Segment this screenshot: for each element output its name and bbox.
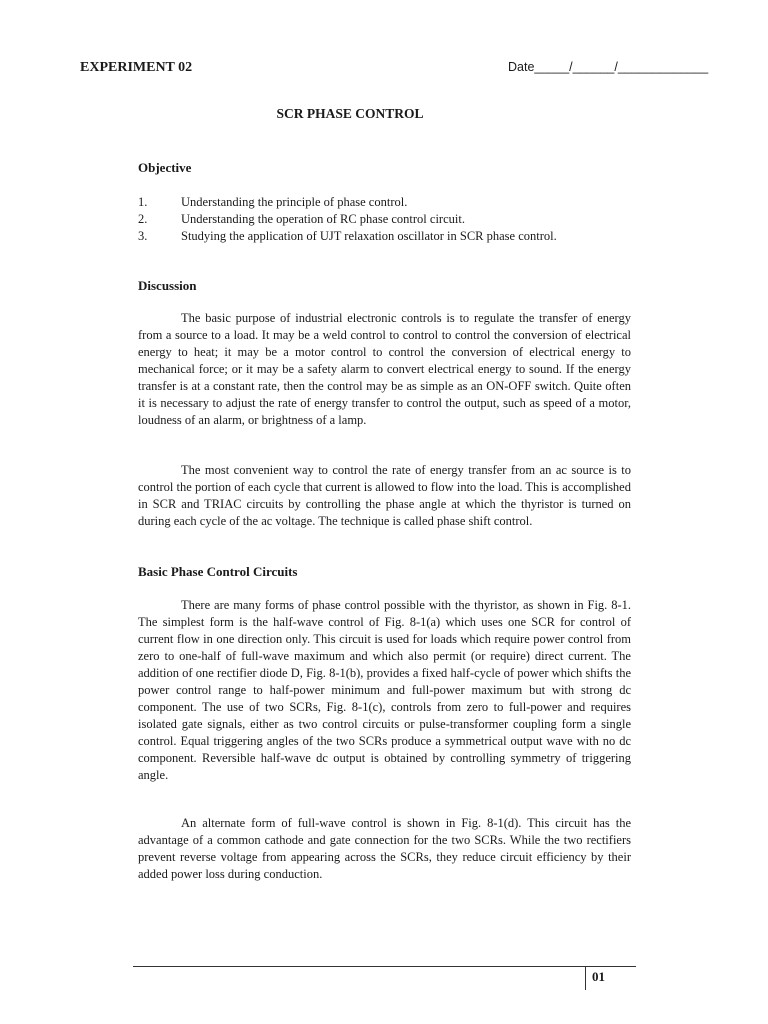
objective-text: Studying the application of UJT relaxation oscillator in SCR phase control. xyxy=(181,229,557,243)
basic-circuits-heading: Basic Phase Control Circuits xyxy=(138,564,298,579)
objective-text: Understanding the principle of phase control. xyxy=(181,195,408,209)
document-title: SCR PHASE CONTROL xyxy=(276,106,424,121)
discussion-paragraph: The basic purpose of industrial electronic controls is to regulate the transfer of energy from a source to a load. It may be a weld control to control to control the conversion of electrical energy to heat; it may be a motor control to control the conversion of electrical energy to mechanical force; or it may be a safety alarm to convert electrical energy to sound. If the energy transfer is at a constant rate, then the control may be as simple as an ON-OFF switch. Quite often it is necessary to adjust the rate of energy transfer to control the output, such as speed of a motor, loudness of an alarm, or brightness of a lamp. xyxy=(138,311,631,427)
basic-circuits-paragraph: There are many forms of phase control possible with the thyristor, as shown in Fig. 8-1. The simplest form is the half-wave control of Fig. 8-1(a) which uses one SCR for control of current flow in one direction only. This circuit is used for loads which require power control from zero to one-half of full-wave maximum and which also permit (or require) direct current. The addition of one rectifier diode D, Fig. 8-1(b), provides a fixed half-cycle of power which shifts the power control range to half-power minimum and full-power maximum but with strong dc component. The use of two SCRs, Fig. 8-1(c), controls from zero to full-power and requires isolated gate signals, either as two control circuits or pulse-transformer coupling form a single control. Equal triggering angles of the two SCRs produce a symmetrical output wave with no dc component. Reversible half-wave dc output is obtained by controlling symmetry of triggering angle. xyxy=(138,598,631,782)
objective-item xyxy=(138,211,638,228)
footer-rule xyxy=(133,966,636,967)
objective-number: 2. xyxy=(138,212,148,226)
objective-list xyxy=(138,194,638,245)
discussion-heading: Discussion xyxy=(138,278,197,293)
footer-divider xyxy=(585,966,586,990)
discussion-paragraph: The most convenient way to control the rate of energy transfer from an ac source is to control the portion of each cycle that current is allowed to flow into the load. This is accomplished in SCR and TRIAC circuits by controlling the phase angle at which the thyristor is turned on during each cycle of the ac voltage. The technique is called phase shift control. xyxy=(138,463,631,528)
experiment-number: EXPERIMENT 02 xyxy=(80,60,193,75)
objective-number: 1. xyxy=(138,195,148,209)
page-number: 01 xyxy=(592,969,605,984)
basic-circuits-paragraph: An alternate form of full-wave control is shown in Fig. 8-1(d). This circuit has the advantage of a common cathode and gate connection for the two SCRs. While the two rectifiers prevent reverse voltage from appearing across the SCRs, they reduce circuit efficiency by their added power loss during conduction. xyxy=(138,816,631,881)
objective-heading: Objective xyxy=(138,160,192,175)
date-field: Date_____/______/_____________ xyxy=(508,60,709,74)
objective-number: 3. xyxy=(138,229,148,243)
objective-item xyxy=(138,194,638,211)
objective-item xyxy=(138,228,638,245)
objective-text: Understanding the operation of RC phase control circuit. xyxy=(181,212,465,226)
